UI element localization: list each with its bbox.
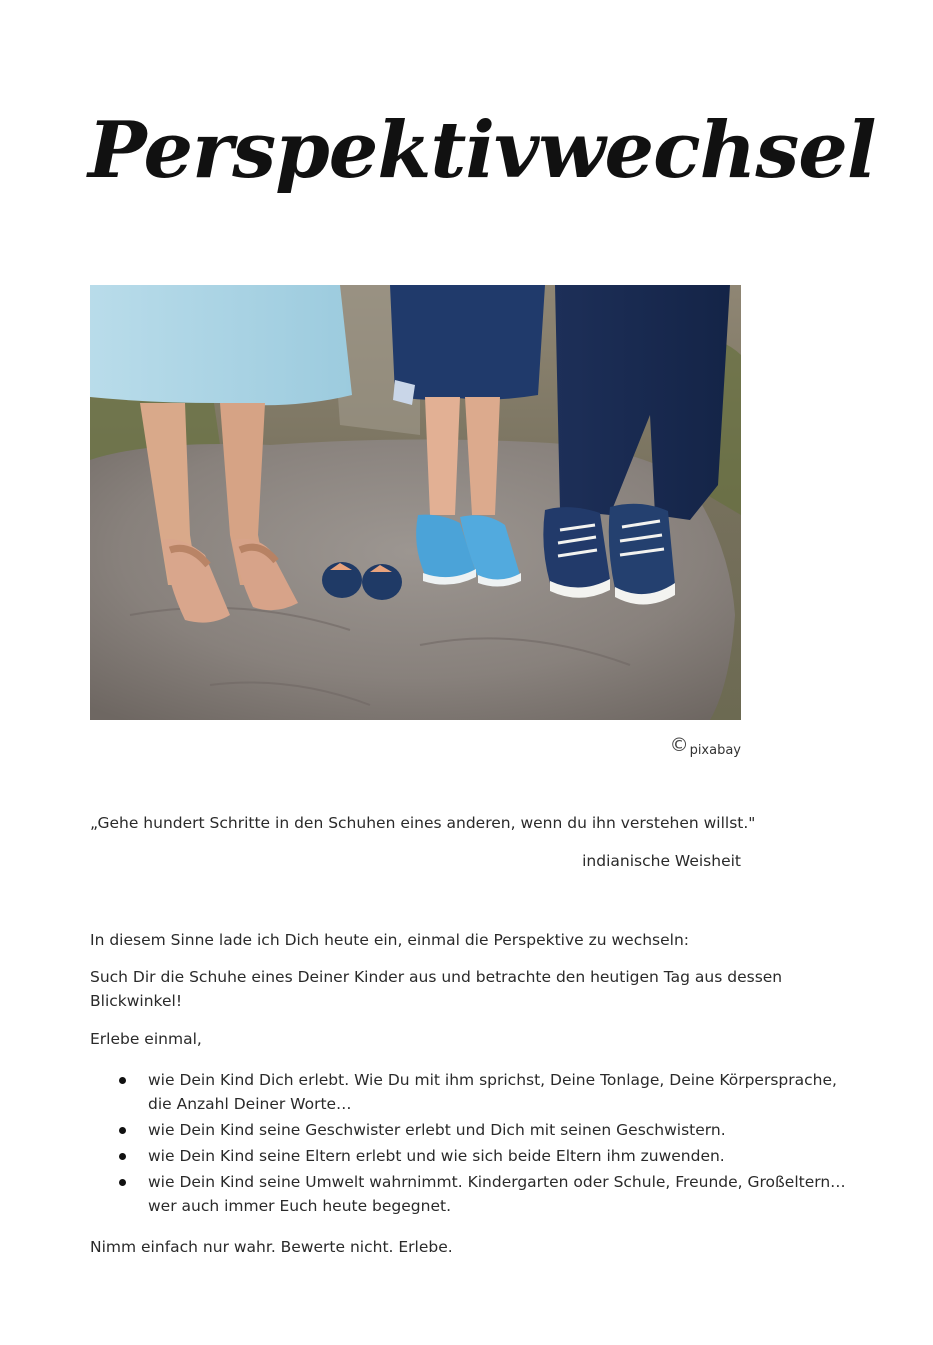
list-item [90,1144,850,1168]
intro-paragraph: In diesem Sinne lade ich Dich heute ein, einmal die Perspektive zu wechseln: [90,931,690,949]
list-item [90,1118,850,1142]
list-item-text: wie Dein Kind Dich erlebt. Wie Du mit ihm sprichst, Deine Tonlage, Deine Körpersprache, die Anzahl Deiner Worte… [148,1071,837,1113]
instruction-paragraph: Such Dir die Schuhe eines Deiner Kinder aus und betrachte den heutigen Tag aus dessen Blickwinkel! [90,968,783,1010]
lead-paragraph: Erlebe einmal, [90,1030,202,1048]
list-item-text: wie Dein Kind seine Eltern erlebt und wie sich beide Eltern ihm zuwenden. [148,1147,725,1165]
list-item-text: wie Dein Kind seine Umwelt wahrnimmt. Kindergarten oder Schule, Freunde, Großeltern… wer auch immer Euch heute begegnet. [148,1173,846,1215]
photo-credit [670,736,741,758]
credit-text: pixabay [689,743,741,758]
list-item [90,1068,850,1116]
page-title: Perspektivwechsel [88,105,876,196]
list-item-text: wie Dein Kind seine Geschwister erlebt und Dich mit seinen Geschwistern. [148,1121,726,1139]
family-shoes-photo [90,285,741,720]
closing-paragraph: Nimm einfach nur wahr. Bewerte nicht. Erlebe. [90,1238,453,1256]
bullet-icon [119,1179,126,1186]
copyright-icon: © [669,734,689,756]
quote-text: „Gehe hundert Schritte in den Schuhen eines anderen, wenn du ihn verstehen willst." [90,814,756,832]
bullet-icon [119,1077,126,1084]
bullet-icon [119,1153,126,1160]
bullet-icon [119,1127,126,1134]
list-item [90,1170,850,1218]
bullet-list [90,1068,850,1220]
quote-source: indianische Weisheit [582,852,741,870]
